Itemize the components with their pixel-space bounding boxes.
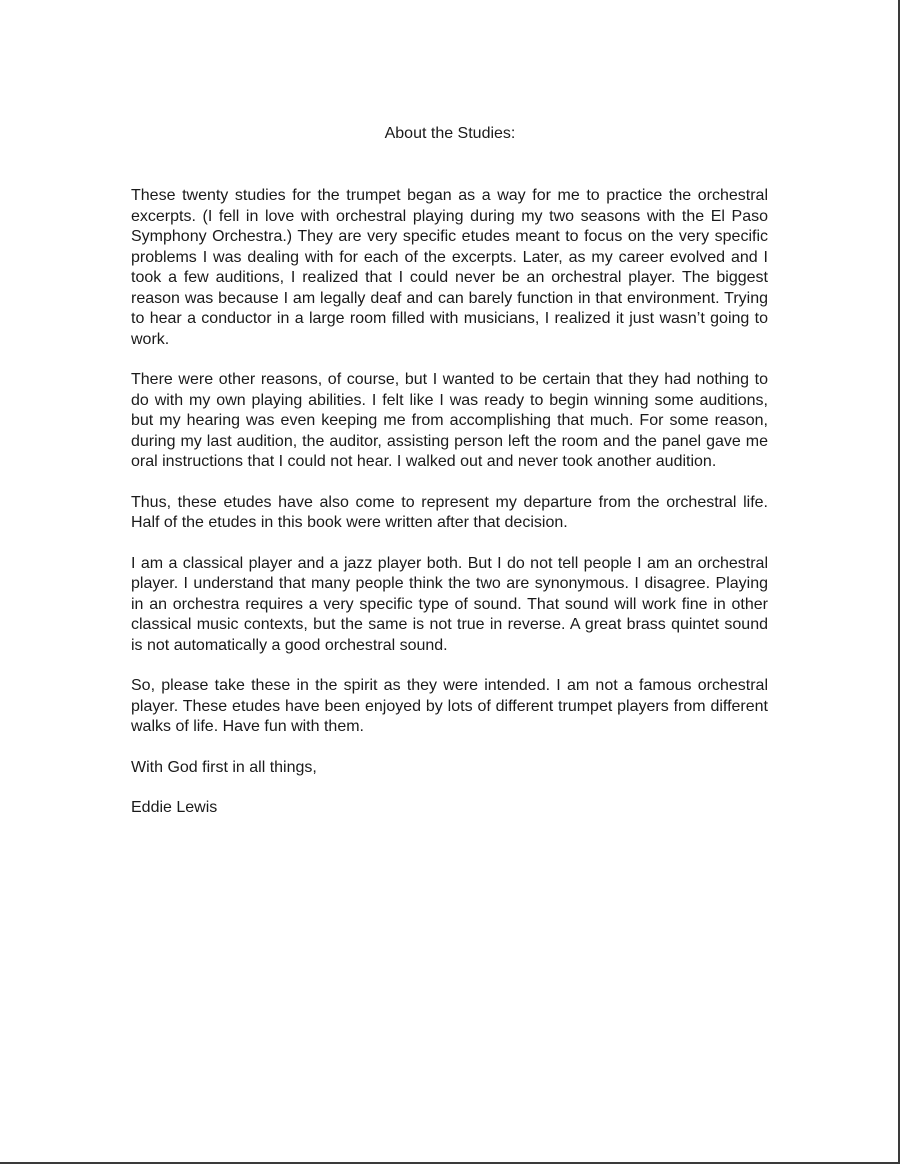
paragraph-1: These twenty studies for the trumpet began as a way for me to practice the orchestral excerpts. (I fell in love with orchestral playing during my two seasons with the El Paso Symphony Orchestra.) They are very specific etudes meant to focus on the very specific problems I was dealing with for each of the excerpts. Later, as my career evolved and I took a few auditions, I realized that I could never be an orchestral player. The biggest reason was because I am legally deaf and can barely function in that environment. Trying to hear a conductor in a large room filled with musicians, I realized it just wasn’t going to work. [131, 187, 768, 348]
page-title: About the Studies: [384, 125, 516, 142]
paragraph-2: There were other reasons, of course, but I wanted to be certain that they had nothing to do with my own playing abilities. I felt like I was ready to begin winning some auditions, but my hearing was even keeping me from accomplishing that much. For some reason, during my last audition, the auditor, assisting person left the room and the panel gave me oral instructions that I could not hear. I walked out and never took another audition. [131, 371, 768, 470]
paragraph-5: So, please take these in the spirit as they were intended. I am not a famous orchestral player. These etudes have been enjoyed by lots of different trumpet players from different walks of life. Have fun with them. [131, 677, 768, 735]
document-body [131, 186, 768, 819]
closing-line: With God first in all things, [131, 758, 317, 776]
paragraph-3: Thus, these etudes have also come to represent my departure from the orchestral life. Half of the etudes in this book were written after that decision. [131, 493, 768, 531]
signature: Eddie Lewis [131, 799, 218, 816]
paragraph-4: I am a classical player and a jazz player both. But I do not tell people I am an orchestral player. I understand that many people think the two are synonymous. I disagree. Playing in an orchestra requires a very specific type of sound. That sound will work fine in other classical music contexts, but the same is not true in reverse. A great brass quintet sound is not automatically a good orchestral sound. [131, 554, 768, 654]
